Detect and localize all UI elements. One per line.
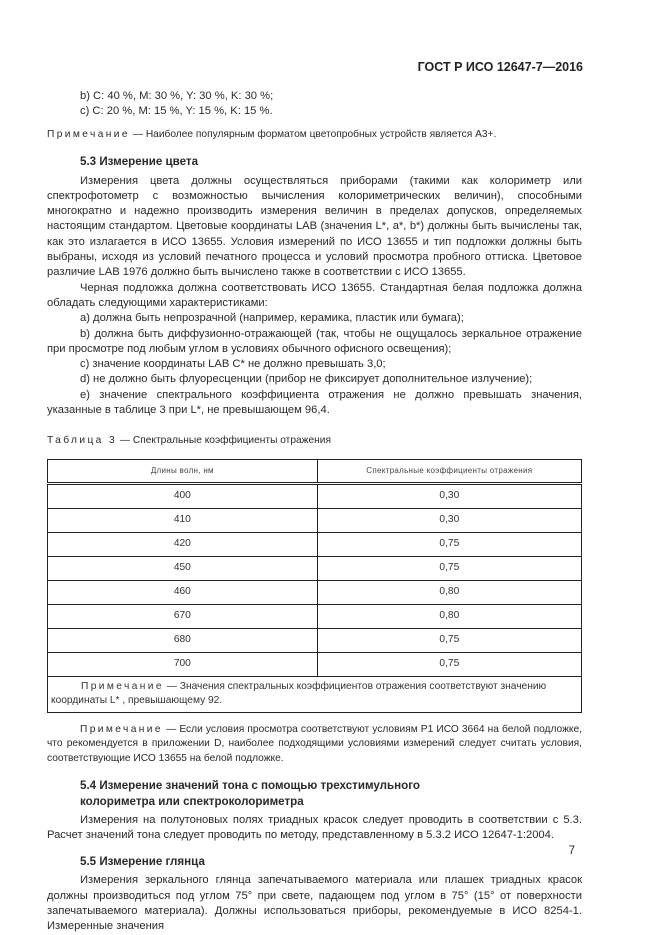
table-note-text: — Значения спектральных коэффициентов отражения соответствуют значению координаты L* , превышающему 92. xyxy=(51,680,547,706)
list-item-b2: b) должна быть диффузионно-отражающей (так, чтобы не ощущалось зеркальное отражение при просмотре под любым углом в условиях обычного офисного освещения); xyxy=(47,327,582,355)
table-caption xyxy=(47,433,582,448)
page-content xyxy=(47,89,582,934)
note-viewing-conditions xyxy=(47,723,582,767)
section-heading-5-4: 5.4 Измерение значений тона с помощью трехстимульного колориметра или спектроколориметра xyxy=(80,779,421,808)
spectral-reflectance-table xyxy=(47,459,582,713)
section-heading-5-3: 5.3 Измерение цвета xyxy=(80,155,199,169)
list-item-e: e) значение спектрального коэффициента отражения не должно превышать значения, указанные в таблице 3 при L*, не превышающем 96,4. xyxy=(47,388,582,417)
table-row xyxy=(48,604,582,628)
table-row xyxy=(48,628,582,652)
paragraph-backing: Черная подложка должна соответствовать ИСО 13655. Стандартная белая подложка должна обладать следующими характеристиками: xyxy=(47,281,582,309)
document-header-code: ГОСТ Р ИСО 12647-7—2016 xyxy=(417,60,583,74)
note-a3-format xyxy=(47,128,582,143)
cell-wavelength: 680 xyxy=(48,628,318,652)
cell-reflectance: 0,75 xyxy=(317,628,581,652)
note-text: — Наиболее популярным форматом цветопробных устройств является А3+. xyxy=(129,128,497,140)
cell-wavelength: 410 xyxy=(48,508,318,532)
column-header-reflectance: Спектральные коэффициенты отражения xyxy=(317,459,581,483)
table-note-row xyxy=(48,676,582,712)
list-item-c: c) C: 20 %, M: 15 %, Y: 15 %, K: 15 %. xyxy=(80,105,273,118)
paragraph-gloss-measurement: Измерения зеркального глянца запечатываемого материала или плашек триадных красок должны производиться под углом 75° при свете, падающем под углом в 75° (15° от поверхности запечатываемого материала). Должны использоваться приборы, рекомендуемые в ИСО 8254-1. Измеренные значения xyxy=(47,874,582,933)
cell-reflectance: 0,30 xyxy=(317,508,581,532)
note-text: — Если условия просмотра соответствуют условиям Р1 ИСО 3664 на белой подложке, что рекомендуется в приложении D, наиболее подходящими условиями измерений следует считать условия, соответствующие ИСО 13655 на белой подложке. xyxy=(47,723,582,764)
cell-reflectance: 0,80 xyxy=(317,580,581,604)
cell-reflectance: 0,80 xyxy=(317,604,581,628)
table-header-row xyxy=(48,459,582,483)
list-item-c2: c) значение координаты LAB C* не должно превышать 3,0; xyxy=(80,358,386,371)
section-heading-5-5: 5.5 Измерение глянца xyxy=(80,854,205,868)
table-row xyxy=(48,580,582,604)
table-row xyxy=(48,508,582,532)
cell-wavelength: 700 xyxy=(48,652,318,676)
cell-reflectance: 0,75 xyxy=(317,556,581,580)
table-note-label: Примечание xyxy=(81,680,164,692)
table-note xyxy=(48,676,582,712)
cell-wavelength: 460 xyxy=(48,580,318,604)
list-item-a: a) должна быть непрозрачной (например, керамика, пластик или бумага); xyxy=(80,312,464,325)
paragraph-tone-measurement: Измерения на полутоновых полях триадных красок следует проводить в соответствии с 5.3. Расчет значений тона следует проводить по методу, представленному в 5.3.2 ИСО 12647-1:2004. xyxy=(47,814,582,842)
table-row xyxy=(48,532,582,556)
table-row xyxy=(48,556,582,580)
table-caption-label: Таблица 3 xyxy=(47,435,118,447)
table-row xyxy=(48,652,582,676)
table-caption-text: — Спектральные коэффициенты отражения xyxy=(117,435,331,447)
cell-wavelength: 450 xyxy=(48,556,318,580)
cell-wavelength: 420 xyxy=(48,532,318,556)
cell-reflectance: 0,30 xyxy=(317,483,581,508)
note-label: Примечание xyxy=(80,723,163,735)
cell-wavelength: 400 xyxy=(48,483,318,508)
table-row xyxy=(48,483,582,508)
page-number: 7 xyxy=(568,845,575,857)
list-item-d: d) не должно быть флуоресценции (прибор не фиксирует дополнительное излучение); xyxy=(80,373,533,386)
cell-reflectance: 0,75 xyxy=(317,652,581,676)
cell-wavelength: 670 xyxy=(48,604,318,628)
note-label: Примечание xyxy=(47,128,130,140)
cell-reflectance: 0,75 xyxy=(317,532,581,556)
list-item-b: b) C: 40 %, M: 30 %, Y: 30 %, K: 30 %; xyxy=(80,90,274,102)
paragraph-color-measurement: Измерения цвета должны осуществляться приборами (такими как колориметр или спектрофотометр с возможностью вычисления колориметрических величин), способными многократно и надежно производить измерения величин в пределах допусков, определяемых настоящим стандартом. Цветовые координаты LAB (значения L*, a*, b*) должны быть вычислены так, как это излагается в ИСО 13655. Условия измерений по ИСО 13655 и тип подложки должны быть выбраны, исходя из условий печатного процесса и условий просмотра пробного оттиска. Цветовое различие LAB 1976 должно быть вычислено также в соответствии с ИСО 13655. xyxy=(47,174,582,279)
column-header-wavelength: Длины волн, нм xyxy=(48,459,318,483)
